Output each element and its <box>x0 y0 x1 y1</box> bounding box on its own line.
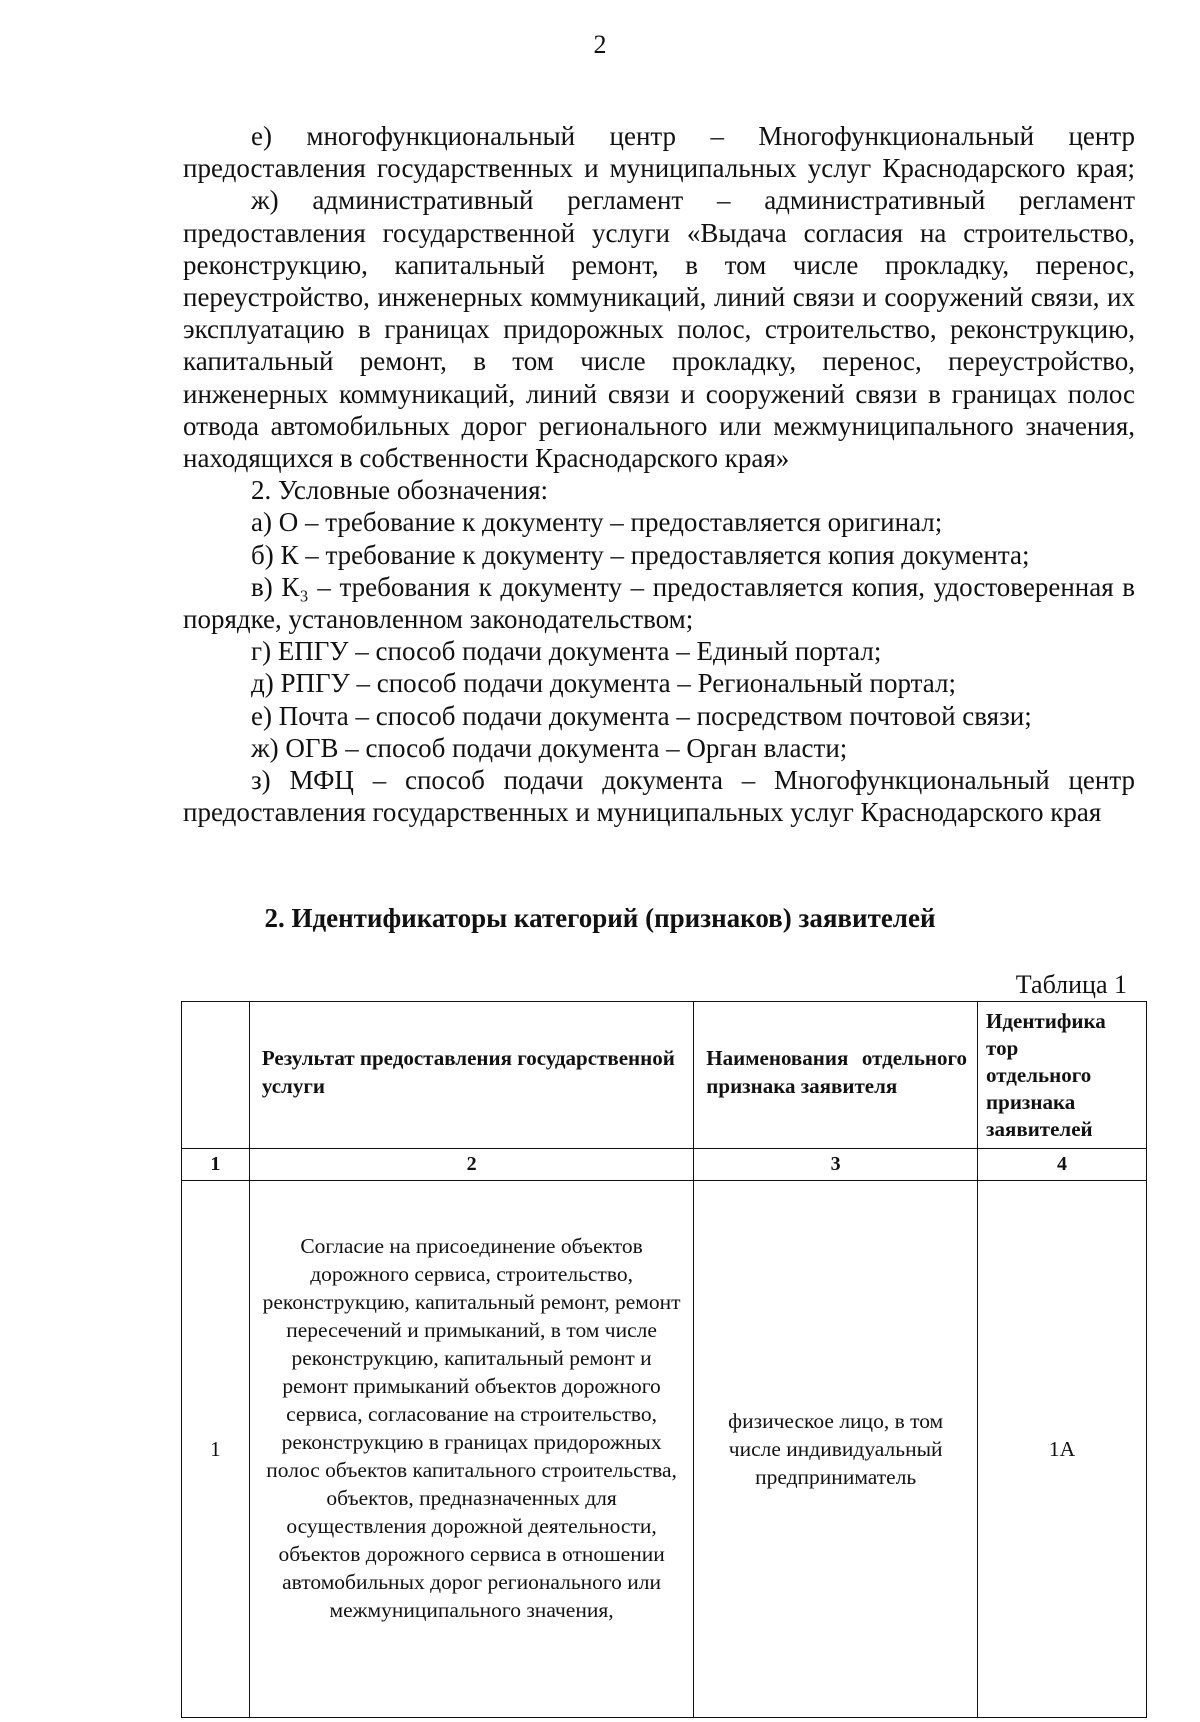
identifiers-table <box>181 1001 1147 1718</box>
column-number-row <box>182 1149 1147 1181</box>
legend-item-copy: б) К – требование к документу – предоставляется копия документа; <box>251 539 1030 570</box>
column-number: 4 <box>978 1149 1147 1181</box>
legend-item-certified-copy: в) К₃ – требования к документу – предоставляется копия, удостоверенная в порядке, установленном законодательством; <box>183 571 1135 635</box>
legend-item-ogv: ж) ОГВ – способ подачи документа – Орган власти; <box>251 732 848 763</box>
table-header-row <box>182 1002 1147 1149</box>
section-heading: 2. Идентификаторы категорий (признаков) заявителей <box>264 903 936 933</box>
table-row <box>182 1181 1147 1718</box>
legend-item-epgu: г) ЕПГУ – способ подачи документа – Единый портал; <box>251 636 882 667</box>
definition-reglament: ж) административный регламент – административный регламент предоставления государственной услуги «Выдача согласия на строительство, реконструкцию, капитальный ремонт, в том числе прокладку, перенос, переустройство, инженерных коммуникаций, линий связи и сооружений связи, их эксплуатацию в границах придорожных полос, строительство, реконструкцию, капитальный ремонт, в том числе прокладку, перенос, переустройство, инженерных коммуникаций, линий связи и сооружений связи в границах полос отвода автомобильных дорог регионального или межмуниципального значения, находящихся в собственности Краснодарского края» <box>183 185 1135 474</box>
column-number: 2 <box>249 1149 693 1181</box>
row-feature: физическое лицо, в том числе индивидуальный предприниматель <box>694 1181 978 1718</box>
header-cell-identifier <box>978 1002 1147 1149</box>
column-number: 1 <box>182 1149 250 1181</box>
definitions-block <box>183 120 1135 828</box>
table-caption: Таблица 1 <box>1015 970 1127 999</box>
header-identifier-line: признака <box>986 1089 1076 1114</box>
row-number: 1 <box>182 1181 250 1718</box>
header-identifier-line: тор <box>986 1035 1019 1060</box>
legend-item-original: а) О – требование к документу – предоставляется оригинал; <box>251 507 943 538</box>
row-result: Согласие на присоединение объектов дорожного сервиса, строительство, реконструкцию, капитальный ремонт, ремонт пересечений и примыканий, в том числе реконструкцию, капитальный ремонт и ремонт примыканий объектов дорожного сервиса, согласование на строительство, реконструкцию в границах придорожных полос объектов капитального строительства, объектов, предназначенных для осуществления дорожной деятельности, объектов дорожного сервиса в отношении автомобильных дорог регионального или межмуниципального значения, <box>249 1181 693 1718</box>
header-identifier-line: Идентифика <box>986 1008 1106 1033</box>
header-cell-feature: Наименования отдельного признака заявителя <box>694 1002 978 1149</box>
page-number: 2 <box>593 30 607 59</box>
legend-heading: 2. Условные обозначения: <box>251 475 549 506</box>
column-number: 3 <box>694 1149 978 1181</box>
header-cell-result: Результат предоставления государственной услуги <box>249 1002 693 1149</box>
definition-mfc: е) многофункциональный центр – Многофункциональный центр предоставления государственных и муниципальных услуг Краснодарского края; <box>183 121 1135 184</box>
legend-item-rpgu: д) РПГУ – способ подачи документа – Региональный портал; <box>251 668 956 699</box>
header-identifier-line: заявителей <box>986 1116 1093 1141</box>
legend-item-post: е) Почта – способ подачи документа – посредством почтовой связи; <box>251 700 1032 731</box>
legend-item-mfc: з) МФЦ – способ подачи документа – Многофункциональный центр предоставления государственных и муниципальных услуг Краснодарского края <box>183 765 1135 828</box>
header-cell-empty <box>182 1002 250 1149</box>
row-identifier: 1А <box>978 1181 1147 1718</box>
header-identifier-line: отдельного <box>986 1062 1092 1087</box>
